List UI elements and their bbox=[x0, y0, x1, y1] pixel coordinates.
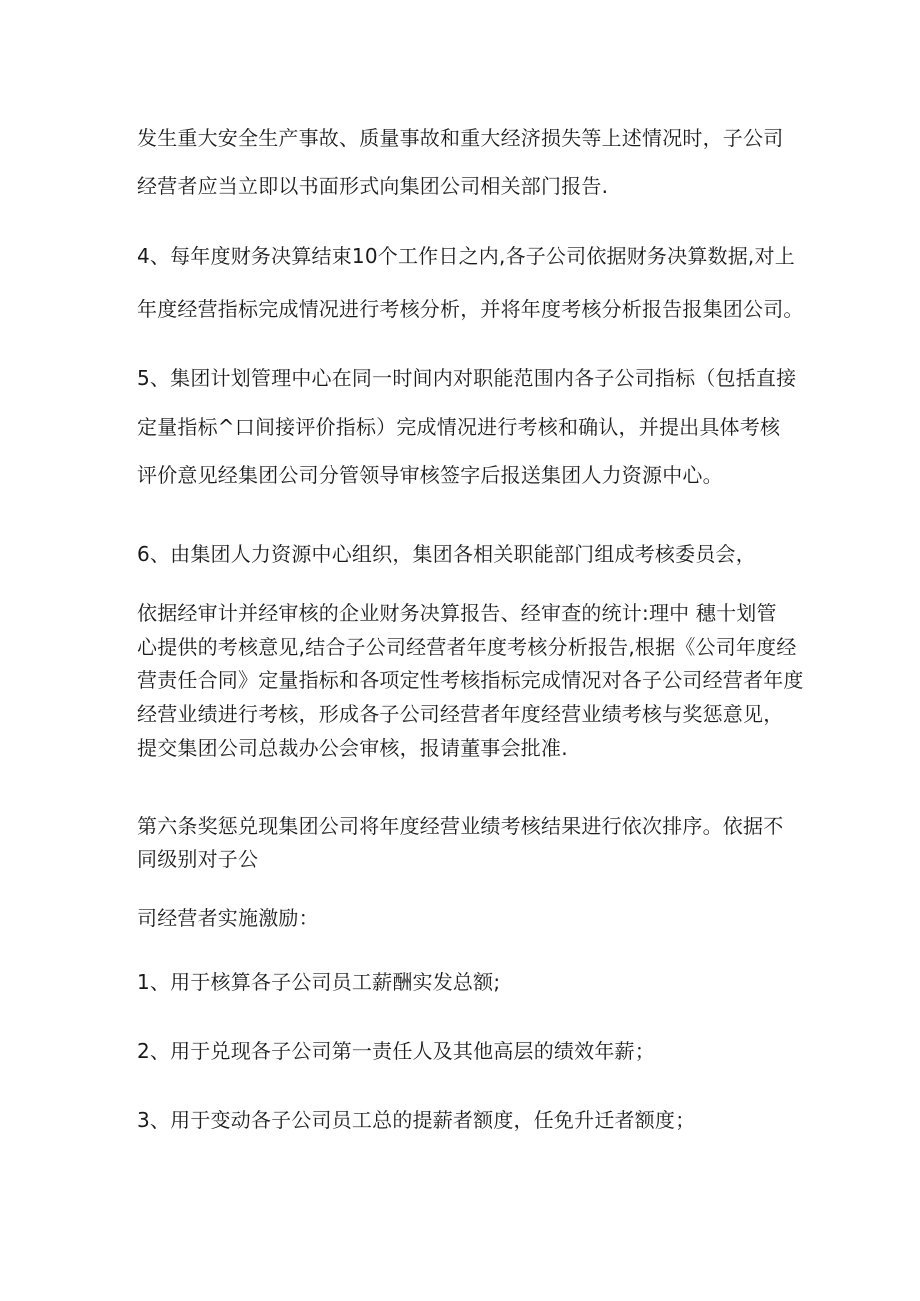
text-line: 3、用于变动各子公司员工总的提薪者额度，任免升迁者额度； bbox=[137, 1108, 696, 1132]
text-line: 1、用于核算各子公司员工薪酬实发总额; bbox=[137, 970, 501, 994]
text-line: 第六条奖惩兑现集团公司将年度经营业绩考核结果进行依次排序。依据不 bbox=[137, 814, 784, 838]
text-line: 心提供的考核意见,结合子公司经营者年度考核分析报告,根据《公司年度经 bbox=[137, 635, 797, 659]
text-line: 依据经审计并经审核的企业财务决算报告、经审查的统计:理中 穗十划管 bbox=[137, 601, 777, 625]
text-line: 年度经营指标完成情况进行考核分析，并将年度考核分析报告报集团公司。 bbox=[137, 297, 804, 321]
text-line: 经营业绩进行考核，形成各子公司经营者年度经营业绩考核与奖惩意见， bbox=[137, 702, 784, 726]
text-line: 4、每年度财务决算结束10个工作日之内,各子公司依据财务决算数据,对上 bbox=[137, 244, 795, 268]
text-line: 提交集团公司总裁办公会审核，报请董事会批准. bbox=[137, 736, 568, 760]
text-line: 定量指标^口间接评价指标）完成情况进行考核和确认，并提出具体考核 bbox=[137, 415, 781, 439]
text-line: 经营者应当立即以书面形式向集团公司相关部门报告. bbox=[137, 174, 609, 198]
text-line: 营责任合同》定量指标和各项定性考核指标完成情况对各子公司经营者年度 bbox=[137, 668, 804, 692]
text-line: 发生重大安全生产事故、质量事故和重大经济损失等上述情况时，子公司 bbox=[137, 126, 784, 150]
text-line: 司经营者实施激励： bbox=[137, 906, 319, 930]
text-line: 评价意见经集团公司分管领导审核签字后报送集团人力资源中心。 bbox=[137, 463, 723, 487]
text-line: 同级别对子公 bbox=[137, 847, 259, 871]
text-line: 6、由集团人力资源中心组织，集团各相关职能部门组成考核委员会， bbox=[137, 542, 756, 566]
text-line: 2、用于兑现各子公司第一责任人及其他高层的绩效年薪； bbox=[137, 1039, 655, 1063]
text-line: 5、集团计划管理中心在同一时间内对职能范围内各子公司指标（包括直接 bbox=[137, 366, 797, 390]
